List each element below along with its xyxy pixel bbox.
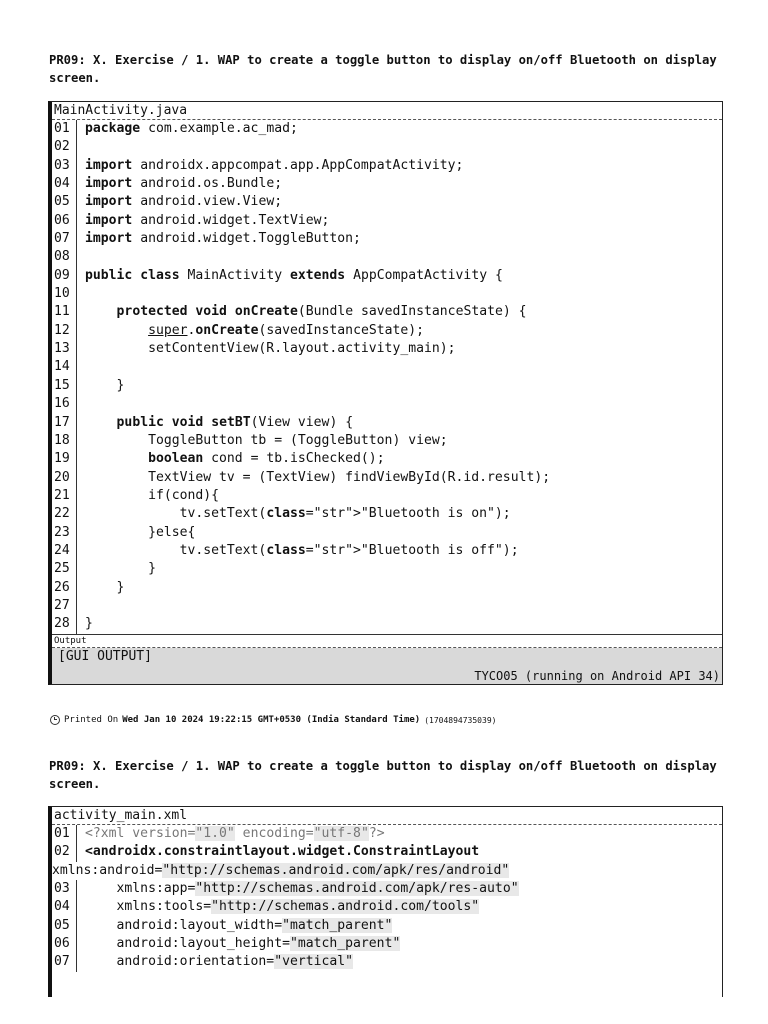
line-number: 19 [52,450,77,468]
code-line [52,843,722,861]
code-text: } [85,561,156,577]
code-text: public void setBT(View view) { [116,414,354,430]
code-line [52,303,722,321]
code-line [52,825,722,843]
code-text [77,358,722,376]
code-text: xmlns:android="http://schemas.android.com/apk/res/android" [52,862,510,878]
line-number: 16 [52,395,77,413]
line-number: 02 [52,843,77,861]
line-number: 06 [52,935,77,953]
line-number: 20 [52,469,77,487]
code-line [52,358,722,376]
page-heading: PR09: X. Exercise / 1. WAP to create a toggle button to display on/off Bluetooth on display screen. [49,53,725,85]
code-text: ToggleButton tb = (ToggleButton) view; [85,432,448,448]
code-text: public class MainActivity extends AppCompatActivity { [85,267,503,283]
line-number: 27 [52,597,77,615]
code-text: import android.widget.ToggleButton; [85,231,361,247]
code-line [52,898,722,916]
code-line [52,230,722,248]
code-text: android:layout_width="match_parent" [85,917,393,933]
line-number: 13 [52,340,77,358]
printed-stamp: (1704894735039) [424,715,497,725]
output-gui-text: [GUI OUTPUT] [58,648,152,664]
printed-datetime: Wed Jan 10 2024 19:22:15 GMT+0530 (India Standard Time) [122,715,421,725]
line-number: 11 [52,303,77,321]
line-number: 09 [52,267,77,285]
code-panel-activity-main [48,806,723,997]
code-line [52,395,722,413]
code-line [52,322,722,340]
code-line [52,469,722,487]
line-number: 01 [52,120,77,138]
code-line [52,175,722,193]
line-number: 05 [52,193,77,211]
code-text: } [85,616,93,632]
code-text [77,597,722,615]
output-status: TYCO05 (running on Android API 34) [474,668,720,683]
code-line [52,880,722,898]
code-line [52,524,722,542]
code-text [77,285,722,303]
line-number: 05 [52,917,77,935]
page-heading-2: PR09: X. Exercise / 1. WAP to create a toggle button to display on/off Bluetooth on display screen. [49,759,725,791]
code-text: android:layout_height="match_parent" [85,936,401,952]
code-line [52,248,722,266]
clock-icon [50,715,60,725]
code-listing-2 [52,825,722,972]
line-number: 18 [52,432,77,450]
code-line [52,193,722,211]
code-line [52,212,722,230]
code-text: TextView tv = (TextView) findViewById(R.id.result); [85,469,551,485]
printed-footer [50,715,496,725]
code-text: } [85,579,125,595]
line-number: 03 [52,880,77,898]
code-line [52,862,722,880]
code-line [52,267,722,285]
output-panel [52,648,722,684]
line-number: 04 [52,175,77,193]
code-text: import android.view.View; [85,194,283,210]
code-line [52,917,722,935]
code-text: package com.example.ac_mad; [85,121,298,136]
line-number: 08 [52,248,77,266]
line-number: 24 [52,542,77,560]
line-number: 07 [52,230,77,248]
code-text: boolean cond = tb.isChecked(); [148,451,385,467]
code-line [52,157,722,175]
code-text: tv.setText(class="str">"Bluetooth is off"); [85,542,519,558]
line-number: 03 [52,157,77,175]
code-line [52,935,722,953]
line-number: 21 [52,487,77,505]
line-number: 14 [52,358,77,376]
line-number: 04 [52,898,77,916]
code-text: import androidx.appcompat.app.AppCompatActivity; [85,157,464,173]
line-number: 10 [52,285,77,303]
code-line [52,138,722,156]
line-number: 15 [52,377,77,395]
line-number: 26 [52,579,77,597]
code-line [52,285,722,303]
printed-prefix: Printed On [64,715,119,725]
output-label: Output [52,634,722,648]
code-text: android:orientation="vertical" [85,954,354,970]
line-number: 07 [52,953,77,971]
code-line [52,340,722,358]
line-number: 12 [52,322,77,340]
code-text [77,138,722,156]
code-text: }else{ [85,524,196,540]
code-line [52,414,722,432]
code-text: tv.setText(class="str">"Bluetooth is on"); [85,506,511,522]
code-line [52,487,722,505]
line-number: 17 [52,414,77,432]
code-text: <androidx.constraintlayout.widget.ConstraintLayout [85,844,480,860]
code-line [52,450,722,468]
code-line [52,377,722,395]
code-text: super.onCreate(savedInstanceState); [148,322,425,338]
line-number: 06 [52,212,77,230]
code-line [52,432,722,450]
code-text: protected void onCreate(Bundle savedInstanceState) { [116,304,527,320]
line-number: 22 [52,505,77,523]
code-panel-main-activity [48,101,723,685]
file-title-2: activity_main.xml [52,807,722,825]
code-text: xmlns:tools="http://schemas.android.com/tools" [85,899,480,915]
code-line [52,542,722,560]
line-number: 28 [52,615,77,633]
code-line [52,597,722,615]
code-text [77,395,722,413]
code-text: xmlns:app="http://schemas.android.com/apk/res-auto" [85,881,519,897]
code-text: if(cond){ [85,487,220,503]
code-line [52,579,722,597]
line-number: 02 [52,138,77,156]
code-listing [52,120,722,634]
line-number: 25 [52,560,77,578]
code-line [52,615,722,633]
file-title: MainActivity.java [52,102,722,120]
code-line [52,505,722,523]
code-text: } [85,377,125,393]
code-line [52,953,722,971]
code-text: setContentView(R.layout.activity_main); [85,341,456,357]
code-line [52,560,722,578]
code-text: import android.widget.TextView; [85,212,330,228]
code-line [52,120,722,138]
code-text: import android.os.Bundle; [85,176,283,192]
code-text [77,248,722,266]
code-text: <?xml version="1.0" encoding="utf-8"?> [85,826,385,841]
line-number: 23 [52,524,77,542]
line-number: 01 [52,825,77,843]
